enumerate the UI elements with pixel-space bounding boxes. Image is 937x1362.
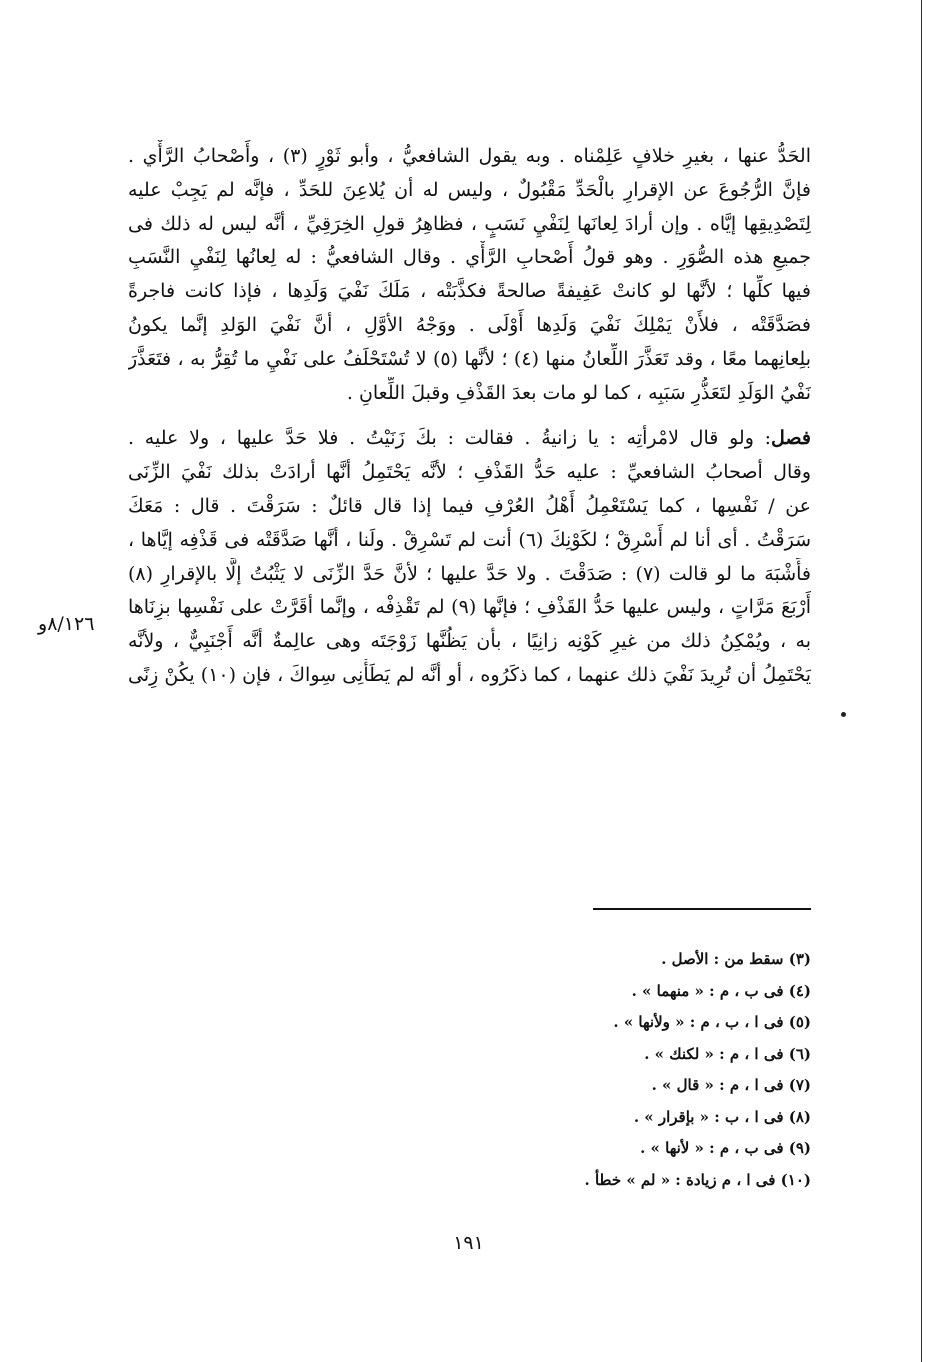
text-line: فإنَّ الرُّجُوعَ عن الإقرارِ بالْحَدِّ مَقْبُولٌ ، وليس له أن يُلاعِنَ للحَدِّ ، فإنَّه لم يَجِبْ عليه xyxy=(128,178,811,201)
page-edge-line xyxy=(921,0,922,1362)
main-text-block xyxy=(128,140,811,693)
text-line: فصَدَّقَتْه ، فلأَنْ يَمْلِكَ نَفْيَ وَلَدِها أَوْلَى . ووَجْهُ الأوَّلِ ، أنَّ نَفْيَ الوَلدِ إنَّما يكونُ xyxy=(128,313,811,336)
text-line: لِتَصْدِيقِها إيَّاه . وإن أرادَ لِعانَها لِنَفْيِ نَسَبٍ ، فظاهِرُ قولِ الخِرَقِيِّ ، أنَّه ليس له ذلك فى xyxy=(128,212,811,235)
text-line: فأَشْبَهَ ما لو قالت (٧) : صَدَقْتَ . ولا حَدَّ عليها ؛ لأنَّ حَدَّ الزِّنَى لا يَثْبُتُ إلَّا بالإقرارِ (٨) xyxy=(128,562,811,585)
footnote: (٣) سقط من : الأصل . xyxy=(661,950,811,968)
section-first-line xyxy=(128,422,811,456)
margin-dot xyxy=(841,712,846,717)
footnote: (٨) فى ا ، ب : « بإقرار » . xyxy=(633,1107,811,1126)
text-line: سَرَقْتُ . أى أنا لم أَسْرِقْ ؛ لكَوْنِكَ (٦) أنت لم تَسْرِقْ . ولَنا ، أنَّها صَدَّقَتْه فى قَذْفِه إيَّاها ، xyxy=(128,528,811,551)
text-line: به ، ويُمْكِنُ ذلك من غيرِ كَوْنِه زانِيًا ، بأن يَظُنَّها زَوْجَتَه وهى عالِمةٌ أنَّه أَجْنَبِيٌّ ، ولأنَّه xyxy=(128,630,811,653)
page-number: ١٩١ xyxy=(453,1232,484,1254)
section-label: فصل xyxy=(771,427,811,450)
footnote: (٥) فى ا ، ب ، م : « ولأنها » . xyxy=(613,1013,811,1031)
footnote-divider xyxy=(593,908,811,910)
text-line: أَرْبَعَ مَرَّاتٍ ، وليس عليها حَدُّ القَذْفِ ؛ فإنَّها (٩) لم تَقْذِفْه ، وإنَّما أقَرَّتْ على نَفْسِها بزِنَاها xyxy=(128,596,811,619)
text-line: وقال أصحابُ الشافعيِّ : عليه حَدُّ القَذْفِ ؛ لأنَّه يَحْتَمِلُ أنَّها أرادَتْ بذلك نَفْيَ الزِّنَى xyxy=(128,461,811,484)
text-line: عن / نَفْسِها ، كما يَسْتَعْمِلُ أَهْلُ العُرْفِ فيما إذا قال قائلٌ : سَرَقْتَ . قال : مَعَكَ xyxy=(128,494,811,517)
text-line: الحَدُّ عنها ، بغيرِ خلافٍ عَلِمْناه . وبه يقول الشافعيُّ ، وأبو ثَوْرٍ (٣) ، وأَصْحابُ الرَّأْي . xyxy=(128,145,811,167)
footnote: (٧) فى ا ، م : « قال » . xyxy=(651,1076,811,1094)
footnotes-block xyxy=(450,944,811,1196)
paragraph-gap xyxy=(128,410,811,422)
footnote: (٤) فى ب ، م : « منهما » . xyxy=(631,981,811,1000)
text-line: فيها كلِّها ؛ لأنَّها لو كانتْ عَفِيفةً صالحةً فكذَّبَتْه ، مَلَكَ نَفْيَ وَلَدِها ، فإذا كانت فاجرةً xyxy=(128,280,811,303)
section-first-line-text: : ولو قال لامْرأتِه : يا زانيةُ . فقالت : بكَ زَنَيْتُ . فلا حَدَّ عليها ، ولا عليه . xyxy=(128,427,772,450)
text-line: نَفْيُ الوَلَدِ لتَعَذُّرِ سَبَبِه ، كما لو مات بعدَ القَذْفِ وقبلَ اللِّعانِ . xyxy=(346,381,811,404)
margin-reference: ٨/١٢٦و xyxy=(38,613,95,635)
text-line: جميعِ هذه الصُّوَرِ . وهو قولُ أَصْحابِ الرَّأْي . وقال الشافعيُّ : له لِعانُها لِنَفْيِ النَّسَبِ xyxy=(128,246,811,269)
footnote: (٦) فى ا ، م : « لكنك » . xyxy=(644,1044,811,1063)
footnote: (١٠) فى ا ، م زيادة : « لم » خطأ . xyxy=(584,1170,811,1189)
text-line: بلِعانِهما معًا ، وقد تَعَذَّرَ اللِّعانُ منها (٤) ؛ لأنَّها (٥) لا تُسْتَحْلَفُ على نَفْيِ ما تُقِرُّ به ، فتَعَذَّرَ xyxy=(128,347,811,370)
text-line: يَحْتَمِلُ أن تُرِيدَ نَفْيَ ذلك عنهما ، كما ذكَرُوه ، أو أنَّه لم يَطَأْنِى سِواكَ ، فإن (١٠) يكُنْ زِنًى xyxy=(128,663,811,686)
footnote: (٩) فى ب ، م : « لأنها » . xyxy=(640,1139,811,1157)
